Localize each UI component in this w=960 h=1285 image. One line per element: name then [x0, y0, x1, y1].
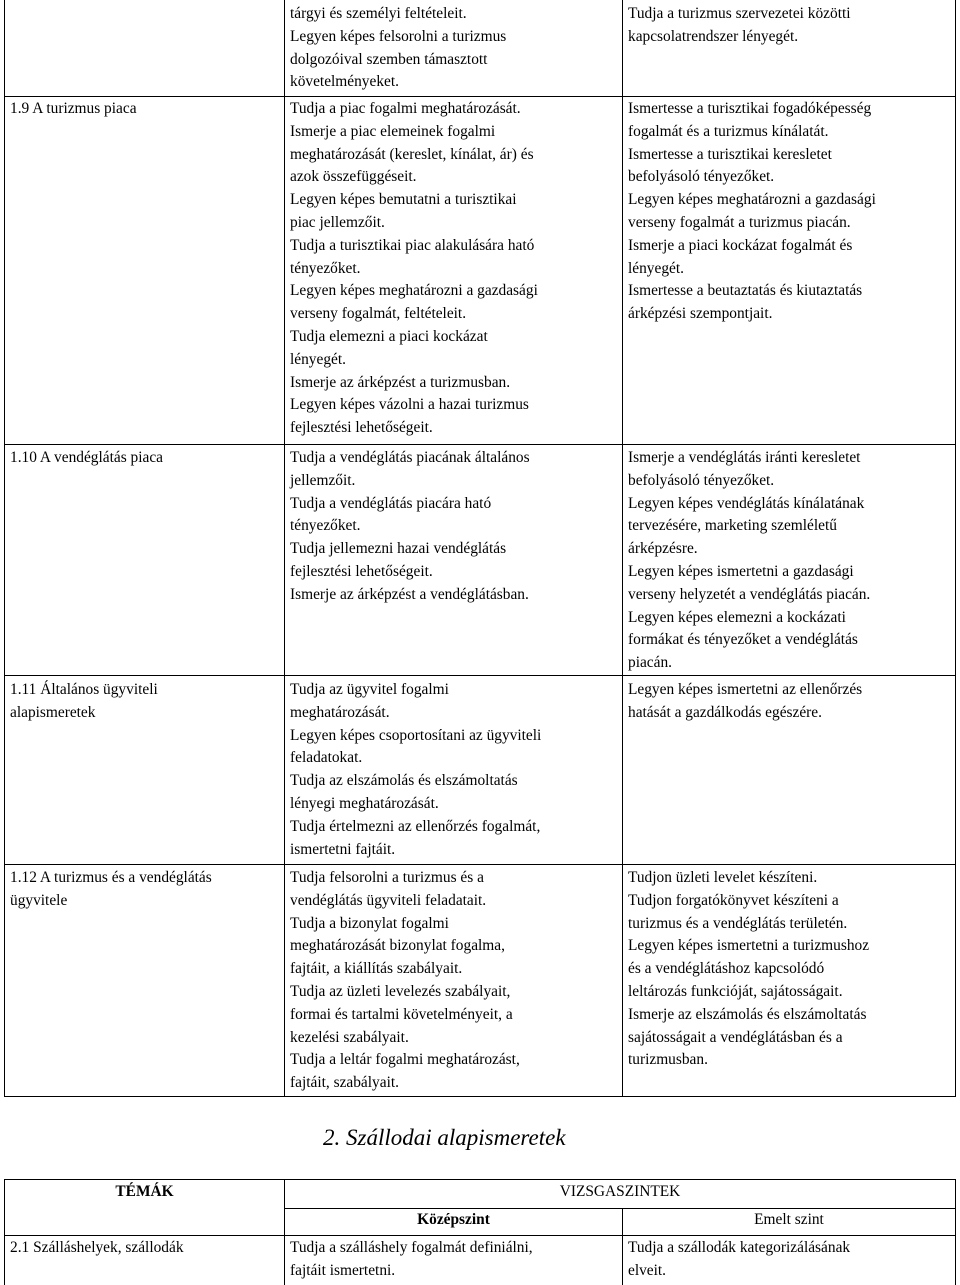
table1-bottom-border: [4, 1096, 956, 1097]
table2-right-border: [955, 1179, 956, 1285]
table2-header-bottom: [4, 1235, 956, 1236]
table1-row-divider: [4, 444, 956, 445]
table-cell-advanced-level: Ismertesse a turisztikai fogadóképesség fogalmát és a turizmus kínálatát. Ismertesse a turisztikai keresletet befolyásoló tényezőket. Legyen képes meghatározni a gazdasági verseny fogalmát a turizmus piacán. Ismerje a piaci kockázat fogalmát és lényegét. Ismertesse a beutaztatás és kiutaztatás árképzési szempontjait.: [628, 100, 876, 323]
table1-left-border: [4, 0, 5, 1097]
table-cell-advanced-level: Tudja a turizmus szervezetei közötti kapcsolatrendszer lényegét.: [628, 5, 851, 45]
table-cell-advanced-level: Ismerje a vendéglátás iránti keresletet befolyásoló tényezőket. Legyen képes vendéglátás kínálatának tervezésére, marketing szemléletű árképzésre. Legyen képes ismertetni a gazdasági verseny helyzetét a vendéglátás piacán. Legyen képes elemezni a kockázati formákat és tényezőket a vendéglátás piacán.: [628, 449, 871, 672]
table-cell-advanced-level: Tudja a szállodák kategorizálásának elveit.: [628, 1239, 851, 1279]
table1-row-divider: [4, 864, 956, 865]
table-cell-mid-level: Tudja a piac fogalmi meghatározását. Ismerje a piac elemeinek fogalmi meghatározását (kereslet, kínálat, ár) és azok összefüggéseit. Legyen képes bemutatni a turisztikai piac jellemzőit. Tudja a turisztikai piac alakulására ható tényezőket. Legyen képes meghatározni a gazdasági verseny fogalmát, feltételeit. Tudja elemezni a piaci kockázat lényegét. Ismerje az árképzést a turizmusban. Legyen képes vázolni a hazai turizmus fejlesztési lehetőségeit.: [290, 100, 538, 437]
table-cell-mid-level: Tudja az ügyvitel fogalmi meghatározását. Legyen képes csoportosítani az ügyviteli feladatokat. Tudja az elszámolás és elszámoltatás lényegi meghatározását. Tudja értelmezni az ellenőrzés fogalmát, ismertetni fajtáit.: [290, 681, 542, 858]
table-cell-mid-level: Tudja a vendéglátás piacának általános jellemzőit. Tudja a vendéglátás piacára ható tényezőket. Tudja jellemezni hazai vendéglátás fejlesztési lehetőségeit. Ismerje az árképzést a vendéglátásban.: [290, 449, 530, 603]
section-title: 2. Szállodai alapismeretek: [323, 1125, 566, 1150]
table-cell-topic: 1.9 A turizmus piaca: [10, 100, 137, 117]
header-advanced-level: Emelt szint: [754, 1211, 824, 1228]
table-cell-mid-level: Tudja a szálláshely fogalmát definiálni, fajtáit ismertetni.: [290, 1239, 533, 1279]
table-cell-advanced-level: Tudjon üzleti levelet készíteni. Tudjon forgatókönyvet készíteni a turizmus és a vendéglátás területén. Legyen képes ismertetni a turizmushoz és a vendéglátáshoz kapcsolódó leltározás funkcióját, sajátosságait. Ismerje az elszámolás és elszámoltatás sajátosságait a vendéglátásban és a turizmusban.: [628, 869, 870, 1069]
table1-row-divider: [4, 675, 956, 676]
table-cell-topic: 1.10 A vendéglátás piaca: [10, 449, 164, 466]
table1-right-border: [955, 0, 956, 1097]
header-exam-levels: VIZSGASZINTEK: [559, 1183, 681, 1200]
table1-row-divider: [4, 96, 956, 97]
table1-divider-2: [622, 0, 623, 1097]
table-cell-advanced-level: Legyen képes ismertetni az ellenőrzés hatását a gazdálkodás egészére.: [628, 681, 863, 721]
table-cell-topic: 2.1 Szálláshelyek, szállodák: [10, 1239, 184, 1256]
table-cell-mid-level: tárgyi és személyi feltételeit. Legyen képes felsorolni a turizmus dolgozóival szemben támasztott követelményeket.: [290, 5, 507, 91]
table2-top-border: [4, 1179, 956, 1180]
table1-divider-1: [284, 0, 285, 1097]
header-mid-level: Középszint: [417, 1211, 490, 1228]
table-cell-topic: 1.12 A turizmus és a vendéglátás ügyvitele: [10, 869, 212, 909]
table-cell-topic: 1.11 Általános ügyviteli alapismeretek: [10, 681, 158, 721]
table-cell-mid-level: Tudja felsorolni a turizmus és a vendéglátás ügyviteli feladatait. Tudja a bizonylat fogalmi meghatározását bizonylat fogalma, fajtáit, a kiállítás szabályait. Tudja az üzleti levelezés szabályait, formai és tartalmi követelményeit, a kezelési szabályait. Tudja a leltár fogalmi meghatározást, fajtáit, szabályait.: [290, 869, 520, 1092]
header-topics: TÉMÁK: [115, 1183, 174, 1200]
